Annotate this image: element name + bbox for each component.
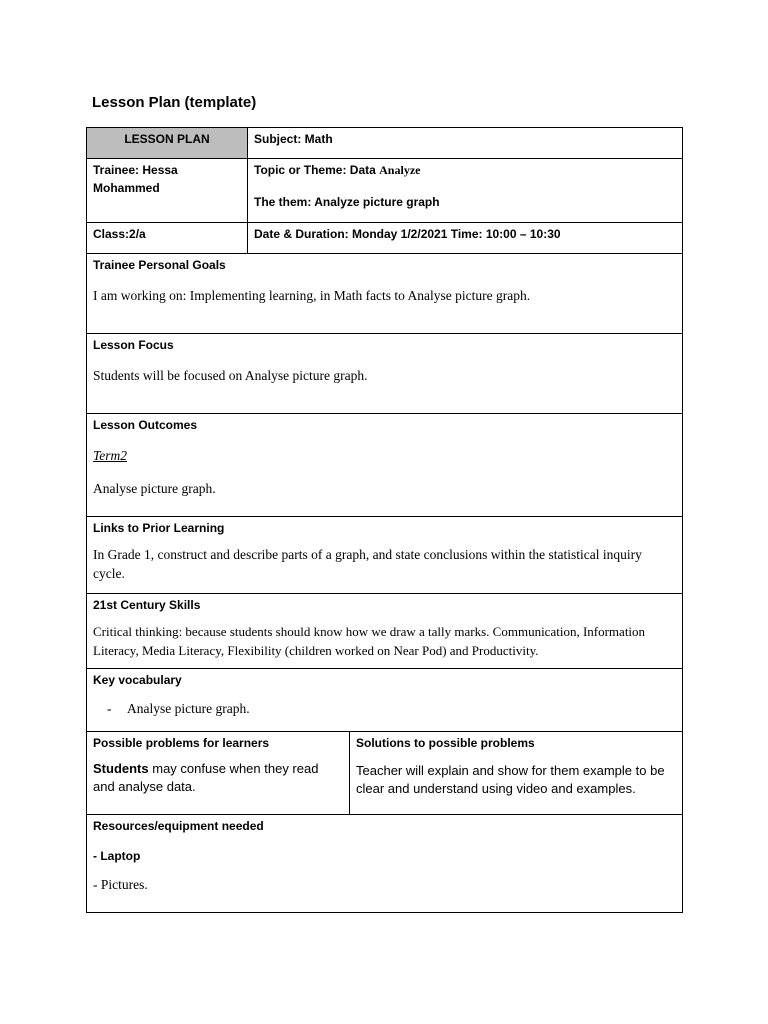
skills-label: 21st Century Skills [93, 598, 201, 612]
term-label: Term2 [93, 448, 128, 463]
prior-learning-row [87, 517, 683, 594]
trainee-line-1: Trainee: Hessa [93, 163, 178, 177]
lesson-plan-table [86, 127, 683, 913]
lesson-plan-table-container [86, 127, 682, 913]
lesson-outcomes-row [87, 414, 683, 517]
prior-learning-label: Links to Prior Learning [93, 521, 225, 535]
lesson-focus-label: Lesson Focus [93, 338, 174, 352]
vocabulary-dash: - [107, 701, 112, 716]
problems-solutions-row [87, 732, 683, 815]
theme-text: The them: Analyze picture graph [254, 195, 440, 209]
problems-cell [87, 732, 350, 815]
vocabulary-cell [87, 669, 683, 732]
lesson-plan-header-cell [87, 128, 248, 159]
class-text: Class:2/a [93, 227, 146, 241]
resources-item-laptop: - Laptop [93, 849, 141, 863]
topic-cell [248, 159, 683, 223]
resources-cell [87, 815, 683, 913]
date-duration-cell [248, 223, 683, 254]
lesson-plan-header: LESSON PLAN [124, 132, 210, 146]
resources-item-pictures: - Pictures. [93, 877, 148, 892]
topic-value: Analyze [379, 163, 421, 177]
trainee-cell [87, 159, 248, 223]
trainee-line-2: Mohammed [93, 181, 160, 195]
personal-goals-row [87, 254, 683, 334]
vocabulary-item [93, 699, 676, 718]
problems-text-bold: Students [93, 761, 149, 776]
resources-label: Resources/equipment needed [93, 819, 264, 833]
vocabulary-label: Key vocabulary [93, 673, 182, 687]
lesson-outcomes-text: Analyse picture graph. [93, 481, 216, 496]
problems-text-rest: may confuse when they read and analyse data. [93, 761, 319, 794]
prior-learning-text: In Grade 1, construct and describe parts of a graph, and state conclusions within the statistical inquiry cycle. [93, 547, 642, 581]
topic-text [254, 159, 676, 179]
solutions-cell [350, 732, 683, 815]
solutions-text: Teacher will explain and show for them example to be clear and understand using video and examples. [356, 763, 665, 796]
personal-goals-cell [87, 254, 683, 334]
lesson-focus-row [87, 334, 683, 414]
lesson-outcomes-cell [87, 414, 683, 517]
solutions-label: Solutions to possible problems [356, 736, 535, 750]
date-duration-text: Date & Duration: Monday 1/2/2021 Time: 10:00 – 10:30 [254, 227, 561, 241]
personal-goals-label: Trainee Personal Goals [93, 258, 226, 272]
class-cell [87, 223, 248, 254]
skills-text: Critical thinking: because students should know how we draw a tally marks. Communication, Information Literacy, Media Literacy, Flexibility (children worked on Near Pod) and Productivity. [93, 624, 646, 658]
header-row [87, 128, 683, 159]
personal-goals-text: I am working on: Implementing learning, in Math facts to Analyse picture graph. [93, 288, 531, 303]
problems-label: Possible problems for learners [93, 736, 270, 750]
subject-cell [248, 128, 683, 159]
vocabulary-item-text: Analyse picture graph. [127, 701, 250, 716]
lesson-focus-cell [87, 334, 683, 414]
vocabulary-row [87, 669, 683, 732]
lesson-focus-text: Students will be focused on Analyse picture graph. [93, 368, 368, 383]
problems-text [93, 760, 343, 796]
subject-text: Subject: Math [254, 132, 333, 146]
topic-prefix: Topic or Theme: Data [254, 163, 380, 177]
class-row [87, 223, 683, 254]
skills-row [87, 594, 683, 669]
lesson-outcomes-label: Lesson Outcomes [93, 418, 198, 432]
document-title: Lesson Plan (template) [92, 94, 257, 111]
skills-cell [87, 594, 683, 669]
prior-learning-cell [87, 517, 683, 594]
trainee-row [87, 159, 683, 223]
resources-row [87, 815, 683, 913]
